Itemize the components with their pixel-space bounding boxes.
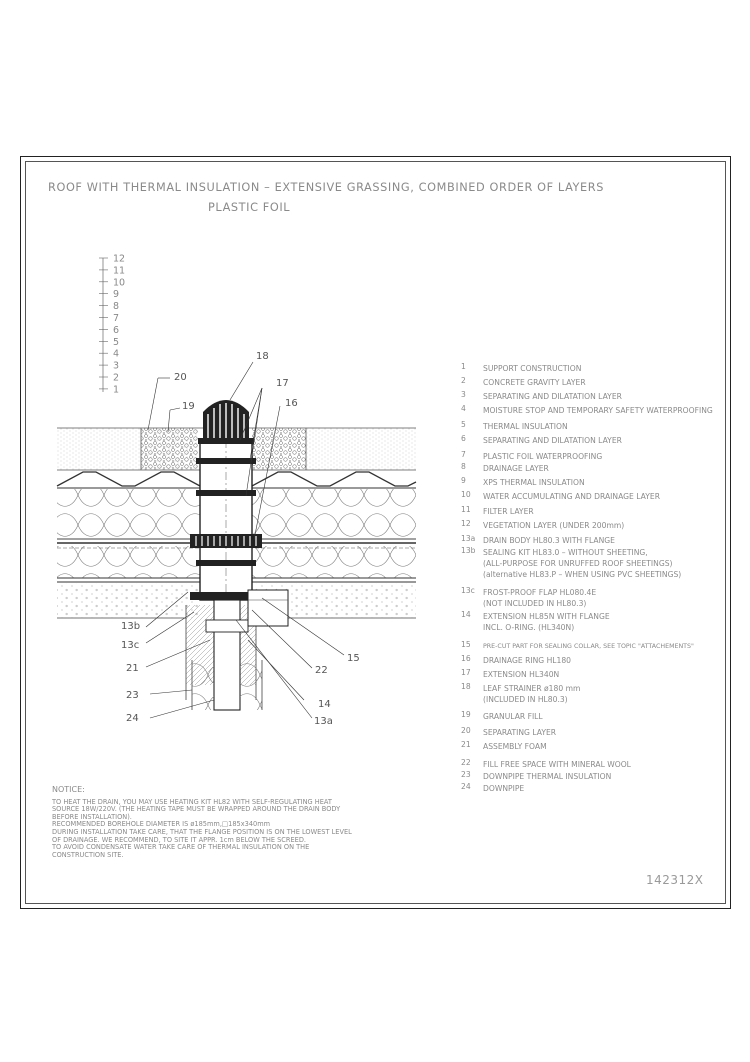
legend-item-number: 12: [461, 519, 471, 528]
legend-item-text: EXTENSION HL340N: [483, 670, 560, 679]
xps-insulation-layer-right: [252, 489, 416, 539]
legend-item: [458, 363, 581, 374]
legend-item: [458, 477, 585, 488]
concrete-slab: [57, 583, 200, 618]
legend-item-number: 11: [461, 505, 471, 514]
scale-number: 8: [113, 301, 120, 313]
legend-item-number: 21: [461, 740, 471, 749]
legend-item-text: MOISTURE STOP AND TEMPORARY SAFETY WATERPROOFING: [483, 406, 713, 415]
legend-item: [458, 377, 586, 388]
leaf-strainer: [198, 400, 254, 444]
granular-fill-right: [252, 428, 306, 470]
callout-24: 24: [126, 713, 139, 724]
legend-item: [458, 547, 681, 580]
legend-item-number: 24: [461, 782, 471, 791]
legend-item-number: 15: [461, 640, 471, 649]
legend-item-number: 20: [461, 726, 471, 735]
legend-item-number: 1: [461, 362, 466, 371]
legend-item-text: FILL FREE SPACE WITH MINERAL WOOL: [483, 760, 631, 769]
legend-item-text: FROST-PROOF FLAP HL080.4E (NOT INCLUDED IN HL80.3): [483, 588, 597, 608]
title-line-1: ROOF WITH THERMAL INSULATION – EXTENSIVE GRASSING, COMBINED ORDER OF LAYERS: [48, 181, 604, 194]
legend-item-number: 6: [461, 434, 466, 443]
callout-16: 16: [285, 398, 298, 409]
legend-item-number: 16: [461, 654, 471, 663]
legend-item-number: 14: [461, 610, 471, 619]
legend-item-number: 13a: [461, 534, 476, 543]
title-line-2: PLASTIC FOIL: [208, 201, 291, 214]
notice-line: SOURCE 18W/220V. (THE HEATING TAPE MUST BE WRAPPED AROUND THE DRAIN BODY: [52, 805, 341, 814]
legend-item-number: 10: [461, 490, 471, 499]
scale-number: 11: [113, 265, 126, 277]
legend-item-number: 2: [461, 376, 466, 385]
legend-item-text: SUPPORT CONSTRUCTION: [483, 364, 582, 373]
legend-item-text: SEALING KIT HL83.0 – WITHOUT SHEETING, (ALL-PURPOSE FOR UNRUFFED ROOF SHEETINGS) (alternative HL83.P – WHEN USING PVC SHEETINGS): [483, 548, 682, 579]
legend-item: [458, 391, 622, 402]
legend-item: [458, 421, 568, 432]
legend-item-text: WATER ACCUMULATING AND DRAINAGE LAYER: [483, 492, 660, 501]
callout-20: 20: [174, 372, 187, 383]
legend-item: [458, 451, 602, 462]
callout-13b: 13b: [121, 621, 141, 632]
notice-line: DURING INSTALLATION TAKE CARE, THAT THE FLANGE POSITION IS ON THE LOWEST LEVEL: [52, 827, 352, 836]
notice-block: [52, 786, 392, 859]
callout-18: 18: [256, 351, 269, 362]
thermal-insulation-layer: [57, 546, 200, 578]
legend-item: [458, 435, 622, 446]
scale-number: 4: [113, 348, 120, 360]
legend-item-number: 23: [461, 770, 471, 779]
legend-item: [458, 783, 524, 794]
legend-item-number: 22: [461, 758, 471, 767]
legend-item-number: 13c: [461, 586, 475, 595]
legend-item-text: DRAINAGE RING HL180: [483, 656, 572, 665]
legend-item-text: SEPARATING LAYER: [483, 728, 557, 737]
legend-item-text: DRAINAGE LAYER: [483, 464, 549, 473]
callout-13c: 13c: [121, 640, 140, 651]
legend-item: [458, 520, 624, 531]
legend-item: [458, 535, 615, 546]
notice-line: BEFORE INSTALLATION).: [52, 812, 132, 821]
legend-item-text: SEPARATING AND DILATATION LAYER: [483, 436, 622, 445]
legend-item: [458, 405, 713, 416]
notice-line: RECOMMENDED BOREHOLE DIAMETER IS ø185mm,□185x340mm: [52, 820, 271, 829]
scale-number: 7: [113, 313, 120, 324]
legend-item-text: GRANULAR FILL: [483, 712, 543, 721]
legend-item-text: XPS THERMAL INSULATION: [483, 478, 585, 487]
scale-number: 1: [113, 384, 120, 396]
legend-item-number: 4: [461, 404, 466, 413]
legend-item-text: FILTER LAYER: [483, 507, 534, 516]
drawing-code: 142312X: [646, 873, 704, 887]
scale-number: 3: [113, 360, 120, 372]
legend-item-number: 18: [461, 682, 471, 691]
callout-19: 19: [182, 401, 195, 412]
legend-item: [458, 655, 571, 666]
legend-item-text: ASSEMBLY FOAM: [483, 742, 547, 751]
legend-item-number: 19: [461, 710, 471, 719]
callout-21: 21: [126, 663, 139, 674]
notice-title: NOTICE:: [52, 785, 85, 794]
vegetation-layer-right: [307, 428, 416, 470]
scale-number: 12: [113, 253, 126, 265]
scale-number: 6: [113, 324, 120, 336]
legend-item: [458, 727, 556, 738]
legend-item: [458, 683, 580, 705]
scale-number: 9: [113, 289, 120, 301]
legend-item: [458, 759, 631, 770]
xps-insulation-layer: [57, 489, 200, 539]
granular-fill-left: [141, 428, 198, 470]
legend-item-number: 7: [461, 450, 466, 459]
downpipe-insulation-right: [240, 660, 262, 710]
legend-item-text: VEGETATION LAYER (UNDER 200mm): [483, 521, 625, 530]
callout-15: 15: [347, 653, 360, 664]
legend-item: [458, 741, 547, 752]
legend-item: [458, 771, 611, 782]
legend-item-text: CONCRETE GRAVITY LAYER: [483, 378, 586, 387]
callout-13a: 13a: [314, 716, 333, 727]
thermal-insulation-layer-right: [252, 546, 416, 578]
legend-item-text: EXTENSION HL85N WITH FLANGE INCL. O-RING. (HL340N): [483, 612, 610, 632]
legend-item-number: 9: [461, 476, 466, 485]
legend-item: [458, 506, 534, 517]
notice-line: OF DRAINAGE. WE RECOMMEND, TO SITE IT APPR. 1cm BELOW THE SCREED.: [52, 835, 306, 844]
legend-item-text: SEPARATING AND DILATATION LAYER: [483, 392, 622, 401]
legend-item: [458, 669, 559, 680]
legend-item-text: PRE-CUT PART FOR SEALING COLLAR, SEE TOPIC "ATTACHEMENTS": [483, 643, 694, 650]
legend-item-number: 13b: [461, 546, 476, 555]
legend-item-text: THERMAL INSULATION: [483, 422, 568, 431]
callout-17: 17: [276, 378, 289, 389]
legend-item: [458, 587, 596, 609]
scale-number: 2: [113, 372, 120, 384]
legend-item: [458, 641, 694, 652]
legend-item-text: DOWNPIPE THERMAL INSULATION: [483, 772, 612, 781]
legend-item: [458, 611, 610, 633]
callout-22: 22: [315, 665, 328, 676]
legend-item-number: 5: [461, 420, 466, 429]
notice-line: CONSTRUCTION SITE.: [52, 850, 124, 859]
scale-number: 5: [113, 336, 120, 348]
legend-item-number: 17: [461, 668, 471, 677]
legend-item-text: DRAIN BODY HL80.3 WITH FLANGE: [483, 536, 615, 545]
legend-item-number: 8: [461, 462, 466, 471]
legend-item-text: PLASTIC FOIL WATERPROOFING: [483, 452, 603, 461]
legend-item-number: 3: [461, 390, 466, 399]
layer-scale: [99, 254, 125, 396]
legend-item: [458, 463, 549, 474]
downpipe-insulation-left: [192, 660, 214, 710]
legend-item-text: LEAF STRAINER ø180 mm (INCLUDED IN HL80.3): [483, 684, 581, 704]
legend-item-text: DOWNPIPE: [483, 784, 525, 793]
legend-item: [458, 491, 660, 502]
notice-line: TO AVOID CONDENSATE WATER TAKE CARE OF THERMAL INSULATION ON THE: [52, 843, 310, 852]
notice-line: TO HEAT THE DRAIN, YOU MAY USE HEATING KIT HL82 WITH SELF-REGULATING HEAT: [52, 797, 332, 806]
legend-item: [458, 711, 543, 722]
callout-23: 23: [126, 690, 139, 701]
scale-number: 10: [113, 277, 126, 289]
callout-14: 14: [318, 699, 331, 710]
